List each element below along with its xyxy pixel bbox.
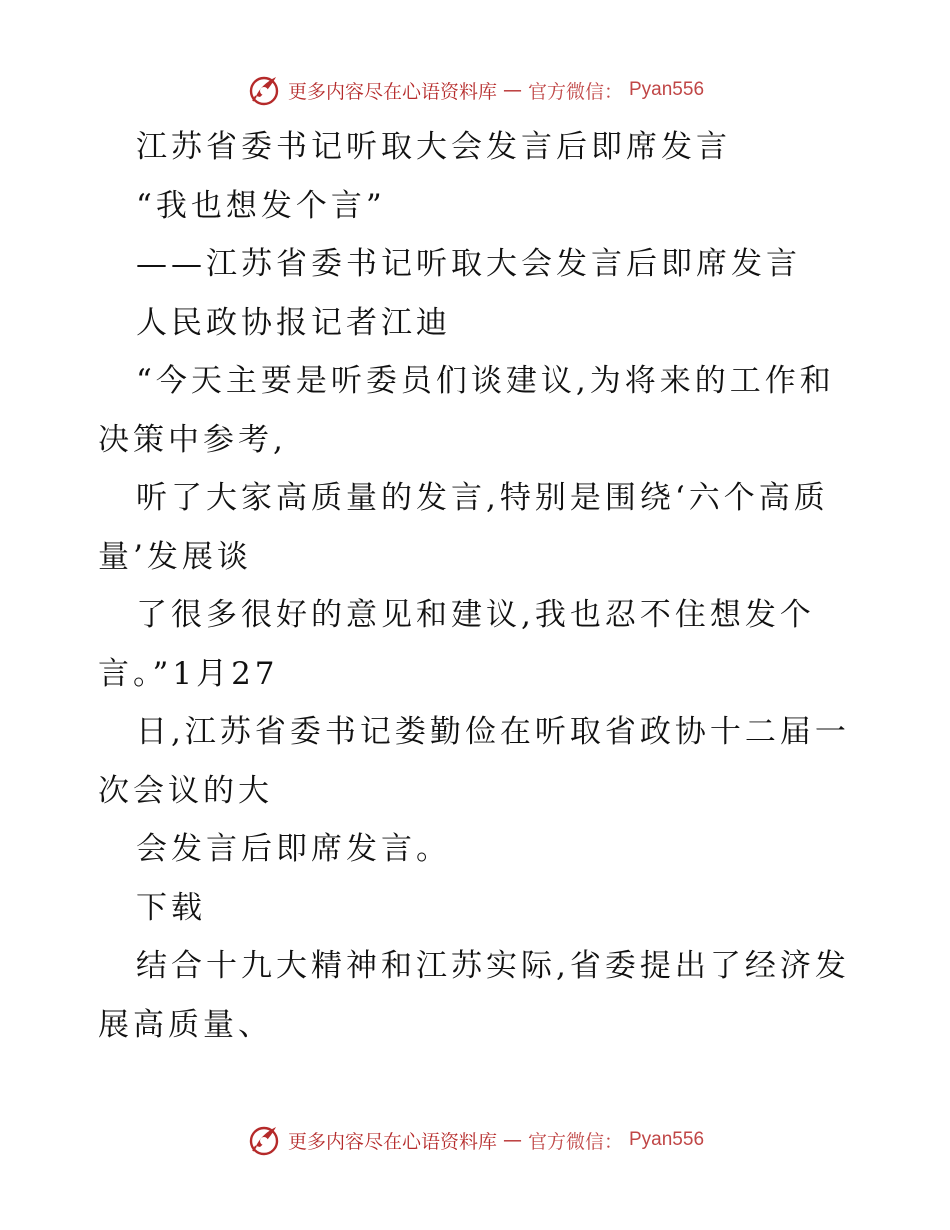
banner-wechat-id: Pyan556 (629, 79, 705, 100)
article-byline: 人民政协报记者江迪 (136, 304, 451, 341)
article-title: 江苏省委书记听取大会发言后即席发言 (136, 129, 731, 165)
paragraph-line: “今天主要是听委员们谈建议,为将来的工作和 (136, 363, 835, 399)
quill-logo-icon (246, 1122, 282, 1158)
paragraph-line: 结合十九大精神和江苏实际,省委提出了经济发 (136, 948, 850, 984)
paragraph-line: 日,江苏省委书记娄勤俭在听取省政协十二届一 (136, 714, 850, 750)
paragraph-line: 言。”1月27 (98, 655, 279, 692)
header-banner (0, 70, 950, 110)
banner-wechat-id: Pyan556 (629, 1129, 705, 1150)
paragraph-line: 会发言后即席发言。 (136, 831, 451, 867)
quill-logo-icon (246, 72, 282, 108)
paragraph-line: 听了大家高质量的发言,特别是围绕‘六个高质 (136, 480, 829, 516)
banner-sub-text: 官方微信： (527, 1130, 623, 1153)
banner-separator: — (502, 79, 522, 101)
banner-main-text: 更多内容尽在心语资料库 (287, 80, 497, 103)
article-headline: “我也想发个言” (136, 187, 386, 224)
article-body (98, 118, 850, 1054)
paragraph-line: 量’发展谈 (98, 538, 252, 575)
paragraph-line: 展高质量、 (98, 1006, 273, 1043)
banner-main-text: 更多内容尽在心语资料库 (287, 1130, 497, 1153)
paragraph-line: 决策中参考, (98, 421, 287, 458)
article-subtitle: ——江苏省委书记听取大会发言后即席发言 (136, 246, 801, 282)
paragraph-line: 次会议的大 (98, 772, 273, 809)
banner-sub-text: 官方微信： (527, 80, 623, 103)
paragraph-line: 了很多很好的意见和建议,我也忍不住想发个 (136, 597, 815, 633)
download-link[interactable]: 下载 (136, 889, 206, 926)
footer-banner (0, 1120, 950, 1160)
banner-separator: — (502, 1129, 522, 1151)
